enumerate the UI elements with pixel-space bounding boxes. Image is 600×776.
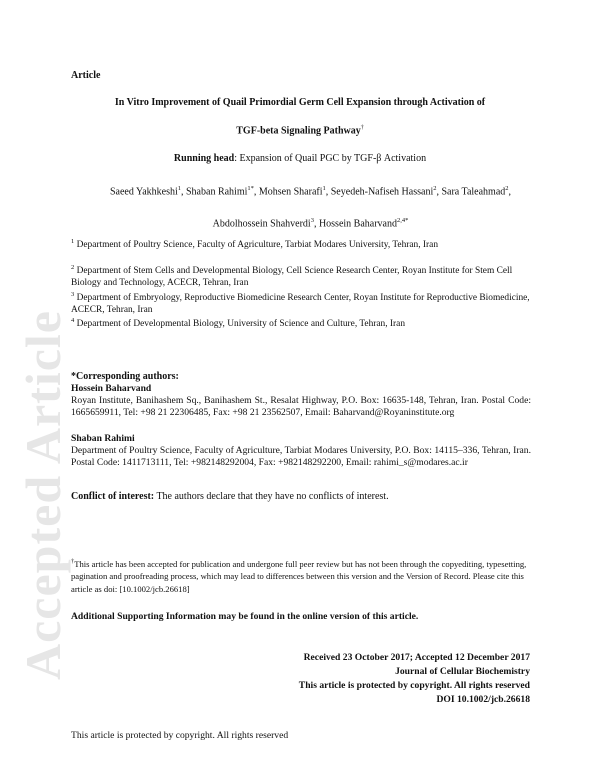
author-name: Saeed Yakhkeshi xyxy=(109,186,178,198)
author-separator: , xyxy=(313,218,319,230)
author-affiliation-marker: 3 xyxy=(310,217,314,225)
author-affiliation-marker: 2,4* xyxy=(396,217,409,225)
author-affiliation-marker: 1* xyxy=(247,185,254,192)
author-list xyxy=(88,174,533,239)
journal-name: Journal of Cellular Biochemistry xyxy=(395,666,530,677)
corresponding-author-2-name: Shaban Rahimi xyxy=(71,433,135,444)
author-separator: , xyxy=(508,186,512,198)
title-line-1: In Vitro Improvement of Quail Primordial Germ Cell Expansion through Activation of xyxy=(114,97,486,108)
title-line-2: TGF-beta Signaling Pathway† xyxy=(236,125,364,137)
author-name: Sara Taleahmad xyxy=(441,186,506,198)
author-separator: , xyxy=(181,186,186,198)
copyright-notice: This article is protected by copyright. All rights reserved xyxy=(298,680,530,691)
author-affiliation-marker: 2 xyxy=(505,185,509,192)
author-name: Mohsen Sharafi xyxy=(258,186,323,198)
acceptance-note: †This article has been accepted for publication and undergone full peer review but has not been through the copyediting, typesetting, pagination and proofreading process, which may lead to differences between this version and the Version of Record. Please cite this article as doi: [10.1002/jcb.26618] xyxy=(71,558,527,594)
author-name: Abdolhossein Shahverdi xyxy=(212,218,311,230)
author-separator: , xyxy=(325,186,331,198)
page-footer: This article is protected by copyright. All rights reserved xyxy=(71,730,289,741)
received-block xyxy=(200,651,530,707)
author-affiliation-marker: 2 xyxy=(433,185,437,192)
accepted-article-watermark: Accepted Article xyxy=(15,309,71,680)
author-name: Hossein Baharvand xyxy=(318,218,397,230)
author-separator: , xyxy=(436,186,442,198)
affiliation-3: $^3$ Department of Embryology, Reproductive Biomedicine Research Center, Royan Institute for Reproductive Biomedicine, ACECR, Tehran, Iran xyxy=(71,291,530,316)
supporting-information-note: Additional Supporting Information may be found in the online version of this article. xyxy=(71,611,419,622)
author-affiliation-marker: 1 xyxy=(177,185,181,192)
author-name: Shaban Rahimi xyxy=(186,186,248,198)
corresponding-heading: *Corresponding authors: xyxy=(71,371,179,382)
corresponding-author-1-name: Hossein Baharvand xyxy=(71,383,152,394)
author-affiliation-marker: 1 xyxy=(322,185,326,192)
running-head: Running head: Expansion of Quail PGC by TGF-β Activation xyxy=(173,153,427,164)
affiliation-1: $^1$ Department of Poultry Science, Faculty of Agriculture, Tarbiat Modares University, Tehran, Iran xyxy=(71,238,439,251)
author-separator: , xyxy=(253,186,259,198)
author-name: Seyedeh-Nafiseh Hassani xyxy=(330,186,434,198)
corresponding-author-1-address: Royan Institute, Banihashem Sq., Banihashem St., Resalat Highway, P.O. Box: 16635-148, Tehran, Iran. Postal Code: 1665659911, Tel: +98 21 22306485, Fax: +98 21 23562507, Email: Baharvand@Royaninstitute.org xyxy=(71,395,531,418)
doi: DOI 10.1002/jcb.26618 xyxy=(436,694,530,705)
conflict-of-interest: Conflict of interest: The authors declare that they have no conflicts of interest. xyxy=(71,491,389,502)
affiliation-2: $^2$ Department of Stem Cells and Developmental Biology, Cell Science Research Center, Royan Institute for Stem Cell Biology and Technology, ACECR, Tehran, Iran xyxy=(71,264,513,289)
article-type: Article xyxy=(71,70,101,81)
affiliation-4: $^4$ Department of Developmental Biology, University of Science and Culture, Tehran, Iran xyxy=(71,317,406,330)
received-dates: Received 23 October 2017; Accepted 12 December 2017 xyxy=(303,652,530,663)
corresponding-author-2-address: Department of Poultry Science, Faculty of Agriculture, Tarbiat Modares University, P.O. Box: 14115–336, Tehran, Iran. Postal Code: 1411713111, Tel: +982148292004, Fax: +982148292200, Email: rahimi_s@modares.ac.ir xyxy=(71,445,531,468)
